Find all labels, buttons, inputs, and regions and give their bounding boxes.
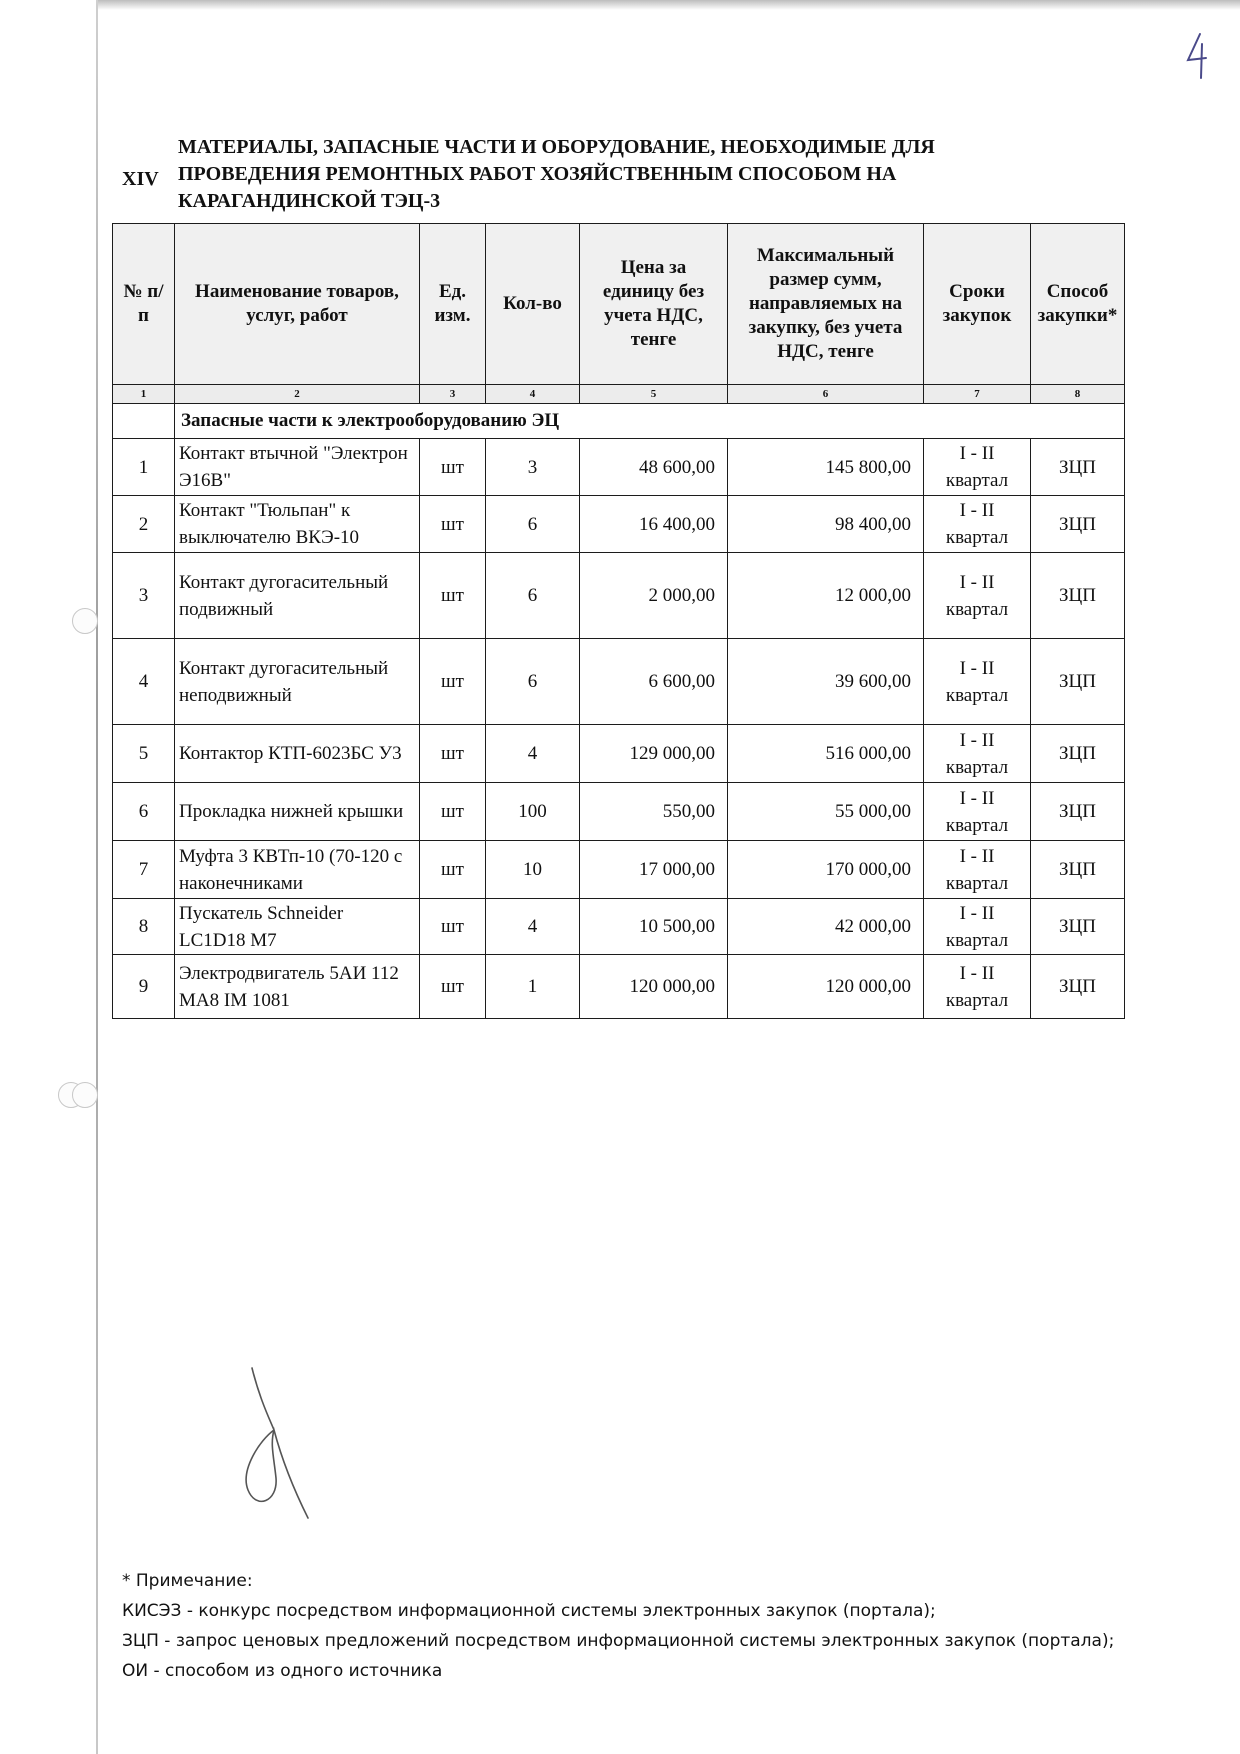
cell-price: 2 000,00 [580, 553, 728, 639]
cell-total: 55 000,00 [728, 783, 924, 841]
header-cell: Способ закупки* [1031, 224, 1125, 385]
cell-unit: шт [420, 439, 486, 496]
table-row [113, 553, 1125, 639]
group-blank-cell [113, 404, 175, 439]
cell-method: ЗЦП [1031, 725, 1125, 783]
header-cell: № п/п [113, 224, 175, 385]
cell-name: Контакт дугогасительный неподвижный [175, 639, 420, 725]
cell-name: Пускатель Schneider LC1D18 M7 [175, 899, 420, 955]
cell-period: I - II квартал [924, 496, 1031, 553]
column-number: 1 [113, 385, 175, 404]
section-number: XIV [122, 168, 159, 190]
cell-name: Контактор КТП-6023БС У3 [175, 725, 420, 783]
table-row [113, 899, 1125, 955]
cell-qty: 4 [486, 725, 580, 783]
cell-price: 48 600,00 [580, 439, 728, 496]
table-row [113, 496, 1125, 553]
cell-name: Электродвигатель 5АИ 112 МА8 IM 1081 [175, 955, 420, 1019]
footnote-block [122, 1566, 1122, 1686]
footnote-line: ОИ - способом из одного источника [122, 1661, 443, 1681]
header-cell: Цена за единицу без учета НДС, тенге [580, 224, 728, 385]
cell-no: 2 [113, 496, 175, 553]
cell-no: 5 [113, 725, 175, 783]
cell-no: 8 [113, 899, 175, 955]
cell-no: 4 [113, 639, 175, 725]
cell-method: ЗЦП [1031, 783, 1125, 841]
cell-unit: шт [420, 496, 486, 553]
handwritten-page-number [1182, 30, 1212, 80]
section-title-line: ПРОВЕДЕНИЯ РЕМОНТНЫХ РАБОТ ХОЗЯЙСТВЕННЫМ СПОСОБОМ НА [178, 163, 897, 185]
cell-no: 1 [113, 439, 175, 496]
cell-price: 17 000,00 [580, 841, 728, 899]
cell-method: ЗЦП [1031, 955, 1125, 1019]
section-title-line: МАТЕРИАЛЫ, ЗАПАСНЫЕ ЧАСТИ И ОБОРУДОВАНИЕ, НЕОБХОДИМЫЕ ДЛЯ [178, 136, 935, 158]
cell-no: 7 [113, 841, 175, 899]
cell-name: Контакт дугогасительный подвижный [175, 553, 420, 639]
cell-period: I - II квартал [924, 439, 1031, 496]
header-cell: Ед. изм. [420, 224, 486, 385]
cell-qty: 1 [486, 955, 580, 1019]
table-header-row [113, 224, 1125, 385]
header-cell: Максимальный размер сумм, направляемых на закупку, без учета НДС, тенге [728, 224, 924, 385]
cell-unit: шт [420, 553, 486, 639]
cell-price: 6 600,00 [580, 639, 728, 725]
cell-method: ЗЦП [1031, 496, 1125, 553]
cell-price: 129 000,00 [580, 725, 728, 783]
cell-unit: шт [420, 725, 486, 783]
column-number: 4 [486, 385, 580, 404]
cell-qty: 4 [486, 899, 580, 955]
cell-total: 516 000,00 [728, 725, 924, 783]
cell-total: 145 800,00 [728, 439, 924, 496]
cell-price: 120 000,00 [580, 955, 728, 1019]
scan-binder-edge [96, 0, 98, 1754]
section-title [178, 134, 1078, 215]
column-number: 2 [175, 385, 420, 404]
column-number: 6 [728, 385, 924, 404]
header-cell: Кол-во [486, 224, 580, 385]
table-row [113, 783, 1125, 841]
cell-total: 42 000,00 [728, 899, 924, 955]
cell-total: 12 000,00 [728, 553, 924, 639]
table-row [113, 439, 1125, 496]
cell-period: I - II квартал [924, 955, 1031, 1019]
cell-total: 170 000,00 [728, 841, 924, 899]
cell-name: Контакт втычной "Электрон Э16В" [175, 439, 420, 496]
cell-total: 39 600,00 [728, 639, 924, 725]
column-number: 7 [924, 385, 1031, 404]
cell-total: 120 000,00 [728, 955, 924, 1019]
column-number: 3 [420, 385, 486, 404]
cell-price: 16 400,00 [580, 496, 728, 553]
cell-no: 3 [113, 553, 175, 639]
footnote-line: ЗЦП - запрос ценовых предложений посредством информационной системы электронных закупок (портала); [122, 1631, 1115, 1651]
cell-no: 6 [113, 783, 175, 841]
cell-unit: шт [420, 899, 486, 955]
group-title: Запасные части к электрооборудованию ЭЦ [175, 404, 1125, 439]
cell-period: I - II квартал [924, 553, 1031, 639]
cell-name: Прокладка нижней крышки [175, 783, 420, 841]
cell-qty: 10 [486, 841, 580, 899]
procurement-table [112, 223, 1125, 1019]
group-row [113, 404, 1125, 439]
footnote-line: КИСЭЗ - конкурс посредством информационной системы электронных закупок (портала); [122, 1601, 936, 1621]
table-row [113, 725, 1125, 783]
table-row [113, 955, 1125, 1019]
scan-top-edge [96, 0, 1240, 10]
cell-period: I - II квартал [924, 725, 1031, 783]
header-cell: Наименование товаров, услуг, работ [175, 224, 420, 385]
cell-period: I - II квартал [924, 899, 1031, 955]
cell-qty: 6 [486, 496, 580, 553]
cell-period: I - II квартал [924, 841, 1031, 899]
cell-unit: шт [420, 955, 486, 1019]
cell-total: 98 400,00 [728, 496, 924, 553]
punch-hole [72, 608, 98, 634]
table-row [113, 841, 1125, 899]
cell-qty: 6 [486, 639, 580, 725]
cell-unit: шт [420, 783, 486, 841]
cell-method: ЗЦП [1031, 439, 1125, 496]
header-cell: Сроки закупок [924, 224, 1031, 385]
cell-method: ЗЦП [1031, 841, 1125, 899]
cell-price: 550,00 [580, 783, 728, 841]
column-number: 8 [1031, 385, 1125, 404]
cell-qty: 3 [486, 439, 580, 496]
cell-name: Контакт "Тюльпан" к выключателю ВКЭ-10 [175, 496, 420, 553]
cell-period: I - II квартал [924, 639, 1031, 725]
table-row [113, 639, 1125, 725]
cell-qty: 100 [486, 783, 580, 841]
cell-price: 10 500,00 [580, 899, 728, 955]
column-number-row [113, 385, 1125, 404]
handwritten-signature [230, 1360, 330, 1520]
section-title-line: КАРАГАНДИНСКОЙ ТЭЦ-3 [178, 190, 441, 212]
cell-no: 9 [113, 955, 175, 1019]
cell-unit: шт [420, 841, 486, 899]
column-number: 5 [580, 385, 728, 404]
cell-method: ЗЦП [1031, 639, 1125, 725]
cell-unit: шт [420, 639, 486, 725]
cell-method: ЗЦП [1031, 899, 1125, 955]
cell-method: ЗЦП [1031, 553, 1125, 639]
cell-period: I - II квартал [924, 783, 1031, 841]
punch-hole [72, 1082, 98, 1108]
cell-name: Муфта 3 КВТп-10 (70-120 с наконечниками [175, 841, 420, 899]
cell-qty: 6 [486, 553, 580, 639]
footnote-heading: * Примечание: [122, 1571, 253, 1591]
